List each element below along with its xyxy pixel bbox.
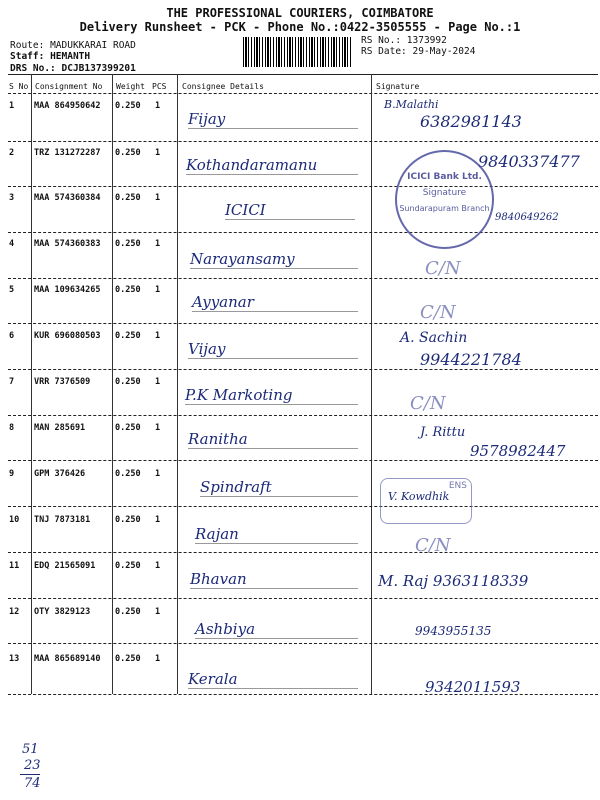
row-consignee: Kerala: [188, 670, 358, 689]
row-sno: 9: [9, 469, 15, 479]
bank-stamp: [395, 150, 494, 249]
row-consignment: TRZ 131272287: [34, 148, 101, 158]
drs-label: DRS No.:: [10, 63, 56, 74]
row-consignee: ICICI: [225, 201, 355, 220]
row-rule: [8, 186, 598, 187]
drs-line: [10, 63, 136, 74]
rs-date-label: RS Date:: [361, 46, 407, 57]
col-header-sno: S No: [9, 82, 29, 91]
row-signature: C/N: [415, 535, 451, 556]
stamp-bank-name: ICICI Bank Ltd.: [407, 172, 482, 182]
col-header-pcs: PCS: [152, 82, 167, 91]
row-consignee: Kothandaramanu: [186, 156, 358, 175]
col-divider: [371, 74, 372, 694]
route-line: [10, 40, 136, 51]
route-value: MADUKKARAI ROAD: [50, 40, 136, 51]
row-pcs: 1: [155, 331, 161, 341]
tally-rule: [20, 774, 40, 775]
row-consignee: Narayansamy: [190, 250, 358, 269]
row-signature: 9944221784: [420, 350, 522, 369]
row-sno: 1: [9, 101, 15, 111]
row-weight: 0.250: [115, 239, 141, 249]
row-signature: 9342011593: [425, 678, 521, 696]
row-sno: 3: [9, 193, 15, 203]
row-consignee: Vijay: [188, 340, 358, 359]
row-weight: 0.250: [115, 101, 141, 111]
drs-value: DCJB137399201: [61, 63, 136, 74]
col-divider: [177, 74, 178, 694]
row-consignment: MAA 574360384: [34, 193, 101, 203]
rs-no-value: 1373992: [406, 35, 447, 46]
row-weight: 0.250: [115, 469, 141, 479]
row-sno: 8: [9, 423, 15, 433]
row-pcs: 1: [155, 285, 161, 295]
col-divider: [31, 74, 32, 694]
stamp2-text: ENS: [448, 481, 467, 491]
row-consignee: P.K Markoting: [185, 386, 358, 405]
row-weight: 0.250: [115, 515, 141, 525]
row-signature: 9840649262: [495, 212, 559, 223]
row-signature: V. Kowdhik: [388, 490, 450, 503]
row-consignment: MAA 109634265: [34, 285, 101, 295]
row-sno: 10: [9, 515, 20, 525]
row-pcs: 1: [155, 515, 161, 525]
row-consignee: Ashbiya: [195, 620, 358, 639]
row-pcs: 1: [155, 239, 161, 249]
row-sno: 7: [9, 377, 15, 387]
row-signature-name: J. Rittu: [420, 425, 466, 440]
header-bottom-rule: [8, 93, 598, 94]
row-rule: [8, 141, 598, 142]
row-signature: C/N: [420, 302, 456, 323]
row-rule: [8, 232, 598, 233]
row-consignment: MAN 285691: [34, 423, 86, 433]
staff-line: [10, 51, 90, 62]
table-top-rule: [8, 74, 598, 75]
tally-value: 51: [22, 742, 39, 757]
row-pcs: 1: [155, 469, 161, 479]
row-sno: 12: [9, 607, 20, 617]
row-rule: [8, 643, 598, 644]
rs-no-label: RS No.:: [361, 35, 402, 46]
row-weight: 0.250: [115, 377, 141, 387]
row-pcs: 1: [155, 101, 161, 111]
row-rule: [8, 460, 598, 461]
tally-value: 23: [24, 758, 41, 773]
rs-date-value: 29-May-2024: [412, 46, 476, 57]
row-weight: 0.250: [115, 148, 141, 158]
row-consignment: KUR 696080503: [34, 331, 101, 341]
row-rule: [8, 415, 598, 416]
row-signature: 9943955135: [415, 624, 492, 638]
row-pcs: 1: [155, 148, 161, 158]
row-consignee: Bhavan: [190, 570, 358, 589]
row-signature-name: B.Malathi: [384, 98, 439, 111]
rs-date-line: [361, 46, 475, 57]
row-pcs: 1: [155, 377, 161, 387]
rs-no-line: [361, 35, 447, 46]
row-weight: 0.250: [115, 561, 141, 571]
row-rule: [8, 552, 598, 553]
row-sno: 2: [9, 148, 15, 158]
row-consignment: EDQ 21565091: [34, 561, 96, 571]
row-consignment: MAA 864950642: [34, 101, 101, 111]
row-signature: M. Raj 9363118339: [378, 572, 529, 590]
row-rule: [8, 598, 598, 599]
row-rule: [8, 369, 598, 370]
col-header-signature: Signature: [376, 82, 420, 91]
row-consignment: TNJ 7873181: [34, 515, 91, 525]
row-signature: 9578982447: [470, 442, 566, 460]
col-header-consignment: Consignment No: [35, 82, 103, 91]
stamp-branch-name: Sundarapuram Branch: [399, 204, 490, 213]
col-divider: [112, 74, 113, 694]
staff-label: Staff:: [10, 51, 45, 62]
row-consignee: Ranitha: [188, 430, 358, 449]
col-header-consignee: Consignee Details: [182, 82, 264, 91]
col-header-weight: Weight: [116, 82, 145, 91]
row-consignment: VRR 7376509: [34, 377, 91, 387]
staff-value: HEMANTH: [50, 51, 91, 62]
row-consignee: Spindraft: [200, 478, 358, 497]
row-pcs: 1: [155, 607, 161, 617]
row-signature-name: A. Sachin: [400, 330, 468, 346]
row-signature: 9840337477: [478, 152, 580, 171]
row-consignee: Ayyanar: [192, 293, 358, 312]
row-sno: 4: [9, 239, 15, 249]
row-pcs: 1: [155, 193, 161, 203]
document-subtitle: Delivery Runsheet - PCK - Phone No.:0422-3505555 - Page No.:1: [79, 20, 521, 34]
document-title: THE PROFESSIONAL COURIERS, COIMBATORE: [166, 6, 434, 20]
tally-total: 74: [24, 776, 41, 791]
row-consignment: OTY 3829123: [34, 607, 91, 617]
row-weight: 0.250: [115, 654, 141, 664]
row-weight: 0.250: [115, 423, 141, 433]
row-weight: 0.250: [115, 607, 141, 617]
row-pcs: 1: [155, 654, 161, 664]
row-signature: C/N: [425, 258, 461, 279]
row-consignment: GPM 376426: [34, 469, 86, 479]
row-weight: 0.250: [115, 193, 141, 203]
row-consignee: Rajan: [195, 525, 358, 544]
row-sno: 6: [9, 331, 15, 341]
row-sno: 5: [9, 285, 15, 295]
row-weight: 0.250: [115, 331, 141, 341]
row-signature: 6382981143: [420, 112, 522, 131]
row-consignment: MAA 865689140: [34, 654, 101, 664]
row-pcs: 1: [155, 561, 161, 571]
row-sno: 13: [9, 654, 20, 664]
route-label: Route:: [10, 40, 45, 51]
row-rule: [8, 506, 598, 507]
row-consignee: Fijay: [188, 110, 358, 129]
row-signature: C/N: [410, 393, 446, 414]
barcode: [243, 37, 353, 67]
stamp-signature-label: Signature: [422, 188, 467, 198]
row-pcs: 1: [155, 423, 161, 433]
row-weight: 0.250: [115, 285, 141, 295]
row-consignment: MAA 574360383: [34, 239, 101, 249]
row-sno: 11: [9, 561, 20, 571]
row-rule: [8, 323, 598, 324]
row-rule: [8, 278, 598, 279]
